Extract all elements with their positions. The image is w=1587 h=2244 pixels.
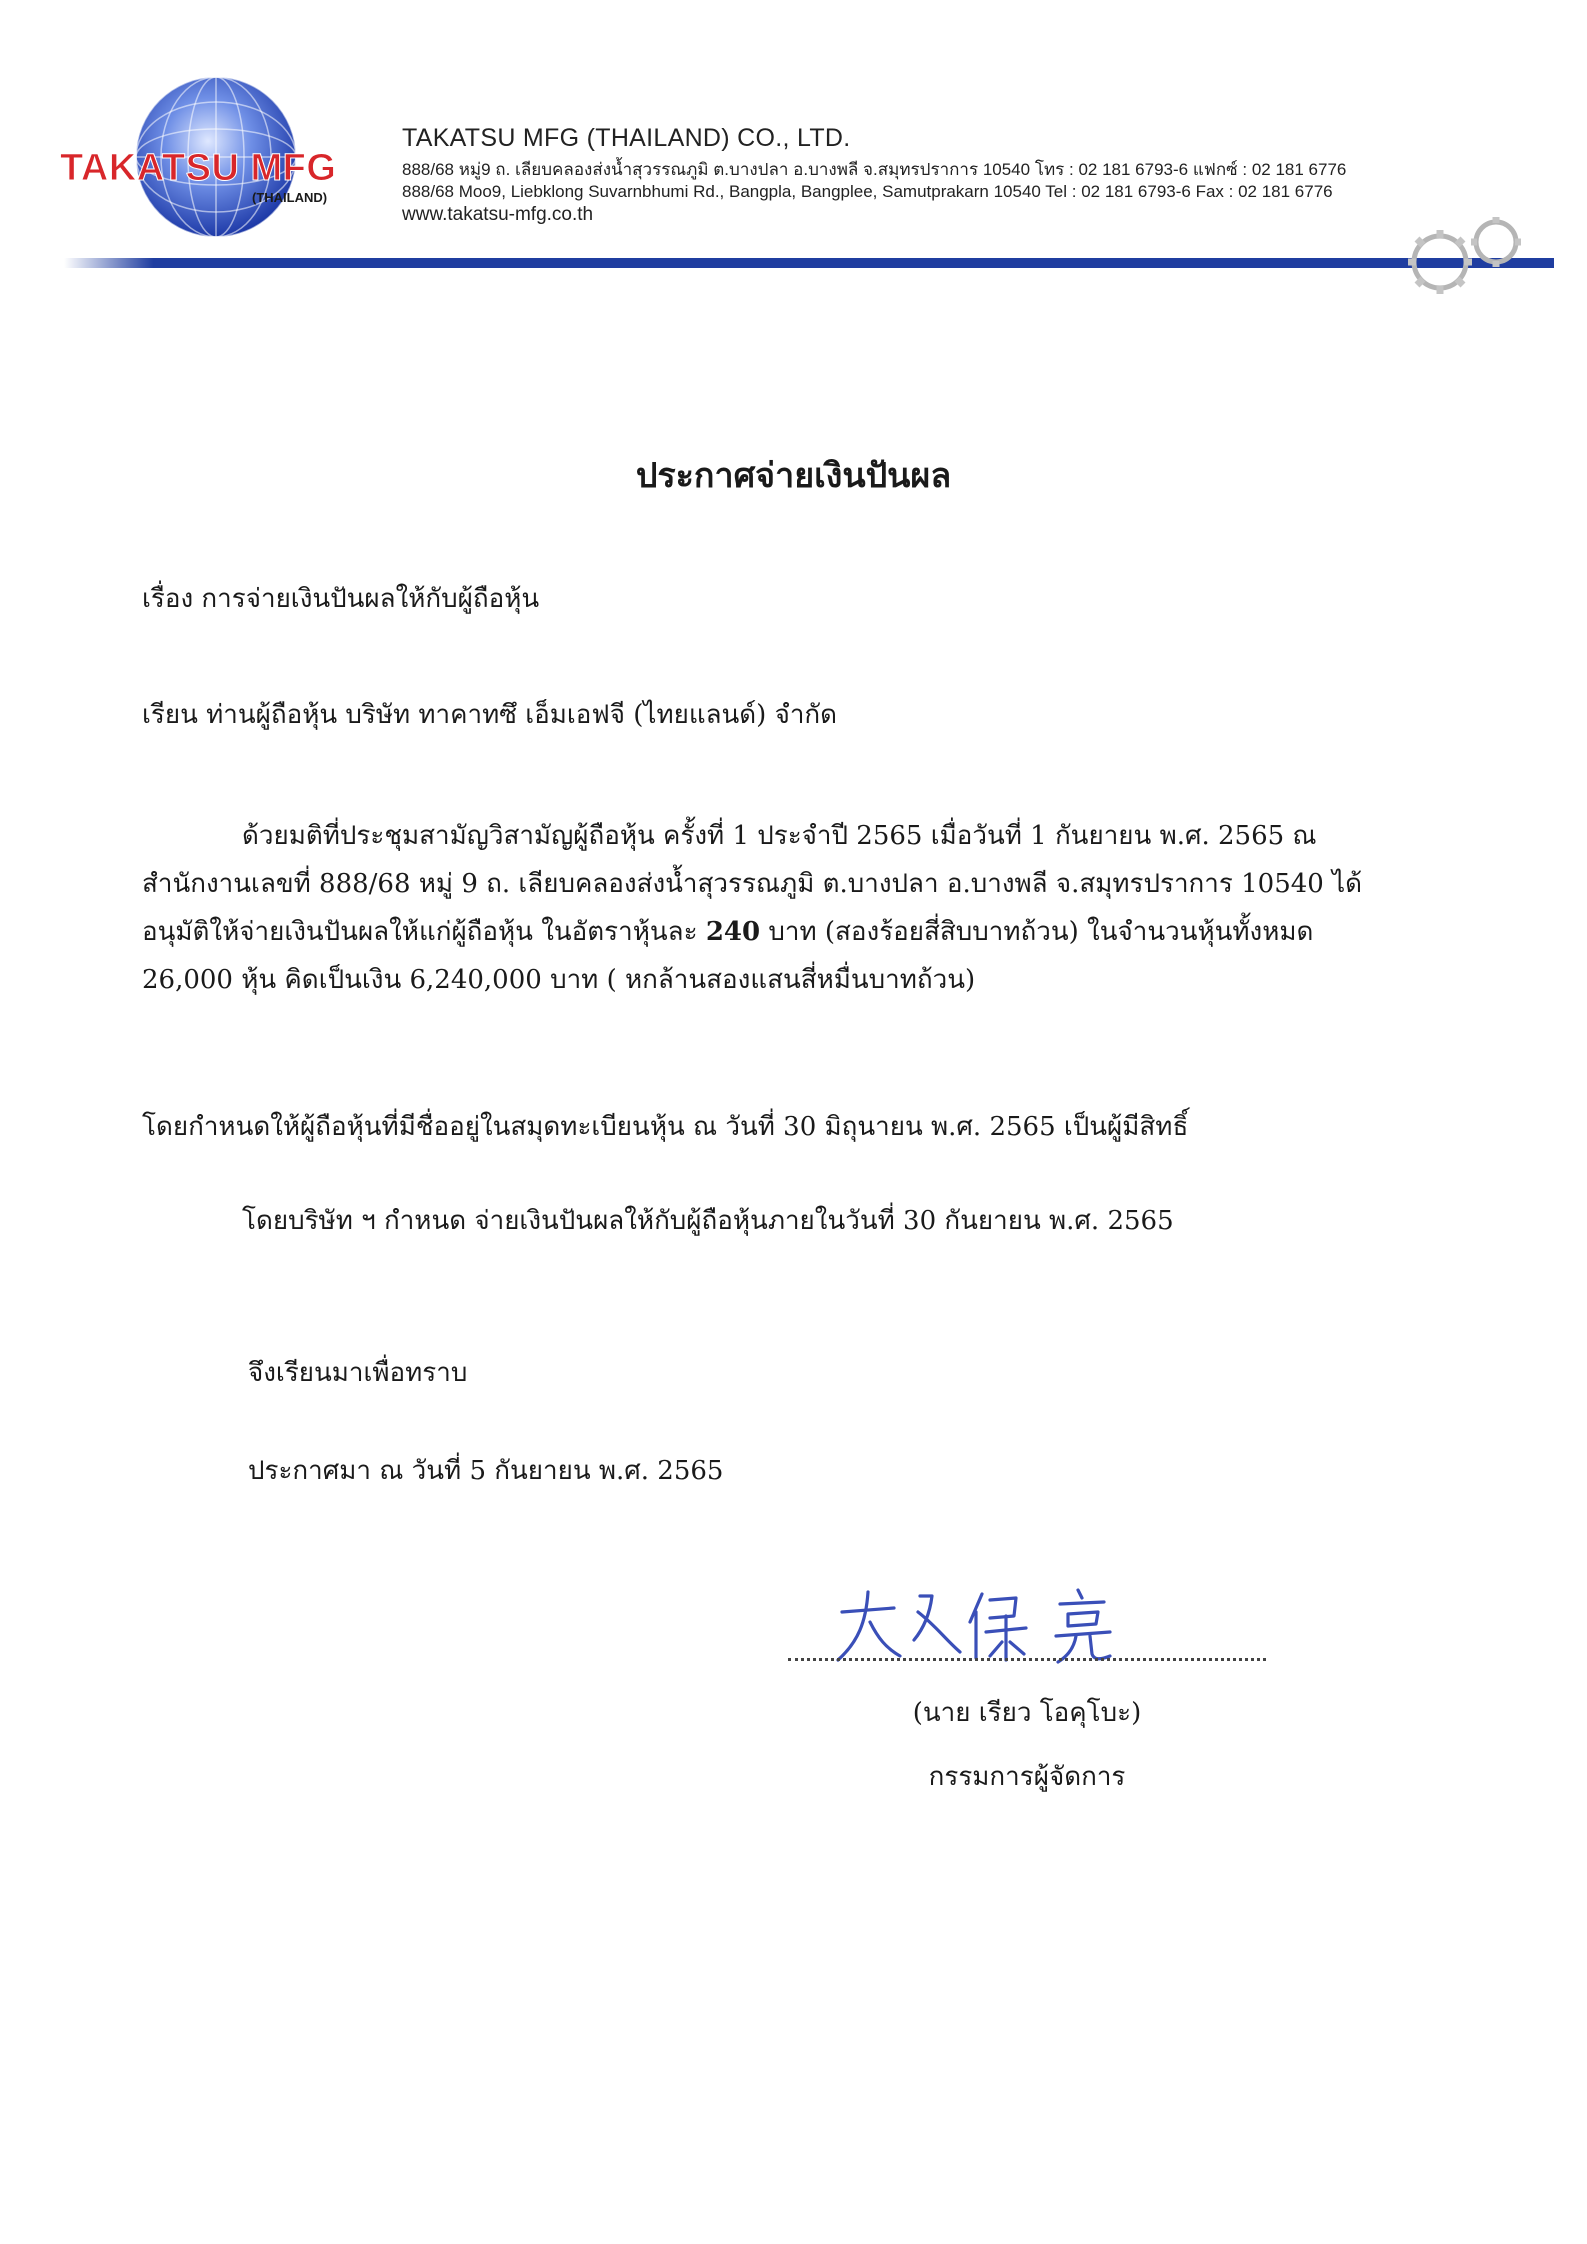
announcement-date: ประกาศมา ณ วันที่ 5 กันยายน พ.ศ. 2565: [248, 1456, 724, 1486]
company-header: [402, 124, 1346, 227]
gears-icon: [1388, 200, 1538, 310]
company-name: TAKATSU MFG (THAILAND) CO., LTD.: [402, 124, 851, 152]
dividend-amount: 240: [705, 917, 761, 947]
address-english: 888/68 Moo9, Liebklong Suvarnbhumi Rd., Bangpla, Bangplee, Samutprakarn 10540 Tel : 02 181 6793-6 Fax : 02 181 6776: [402, 182, 1333, 201]
header-divider-bar: [64, 258, 1554, 268]
document-title: ประกาศจ่ายเงินปันผล: [635, 456, 952, 496]
paragraph-line: [142, 908, 1462, 956]
company-logo: [56, 72, 376, 242]
closing-line: จึงเรียนมาเพื่อทราบ: [248, 1358, 468, 1388]
resolution-paragraph: [142, 812, 1462, 1004]
handwritten-signature: [820, 1582, 1140, 1668]
logo-subtext: (THAILAND): [252, 190, 328, 205]
company-website: www.takatsu-mfg.co.th: [402, 204, 594, 225]
payment-date-line: โดยบริษัท ฯ กำหนด จ่ายเงินปันผลให้กับผู้ถือหุ้นภายในวันที่ 30 กันยายน พ.ศ. 2565: [242, 1206, 1174, 1236]
paragraph-text: อนุมัติให้จ่ายเงินปันผลให้แก่ผู้ถือหุ้น ในอัตราหุ้นละ: [142, 917, 706, 947]
address-thai: 888/68 หมู่9 ถ. เลียบคลองส่งน้ำสุวรรณภูมิ ต.บางปลา อ.บางพลี จ.สมุทรปราการ 10540 โทร : 02 181 6793-6 แฟกซ์ : 02 181 6776: [402, 160, 1347, 179]
addressee-line: เรียน ท่านผู้ถือหุ้น บริษัท ทาคาทซึ เอ็มเอฟจี (ไทยแลนด์) จำกัด: [142, 700, 838, 730]
signatory-position: กรรมการผู้จัดการ: [928, 1762, 1126, 1792]
signature-dotted-line: [788, 1658, 1266, 1661]
paragraph-line: สำนักงานเลขที่ 888/68 หมู่ 9 ถ. เลียบคลองส่งน้ำสุวรรณภูมิ ต.บางปลา อ.บางพลี จ.สมุทรปราการ 10540 ได้: [142, 869, 1363, 899]
paragraph-line: 26,000 หุ้น คิดเป็นเงิน 6,240,000 บาท ( หกล้านสองแสนสี่หมื่นบาทถ้วน): [142, 965, 976, 995]
signatory-name: (นาย เรียว โอคุโบะ): [912, 1698, 1142, 1728]
paragraph-line: ด้วยมติที่ประชุมสามัญวิสามัญผู้ถือหุ้น ครั้งที่ 1 ประจำปี 2565 เมื่อวันที่ 1 กันยายน พ.ศ. 2565 ณ: [242, 821, 1317, 851]
paragraph-text: บาท (สองร้อยสี่สิบบาทถ้วน) ในจำนวนหุ้นทั้งหมด: [760, 917, 1314, 947]
record-date-line: โดยกำหนดให้ผู้ถือหุ้นที่มีชื่ออยู่ในสมุดทะเบียนหุ้น ณ วันที่ 30 มิถุนายน พ.ศ. 2565 เป็นผู้มีสิทธิ์: [142, 1112, 1189, 1142]
logo-text: TAKATSU MFG: [60, 147, 337, 189]
subject-line: เรื่อง การจ่ายเงินปันผลให้กับผู้ถือหุ้น: [142, 584, 540, 614]
